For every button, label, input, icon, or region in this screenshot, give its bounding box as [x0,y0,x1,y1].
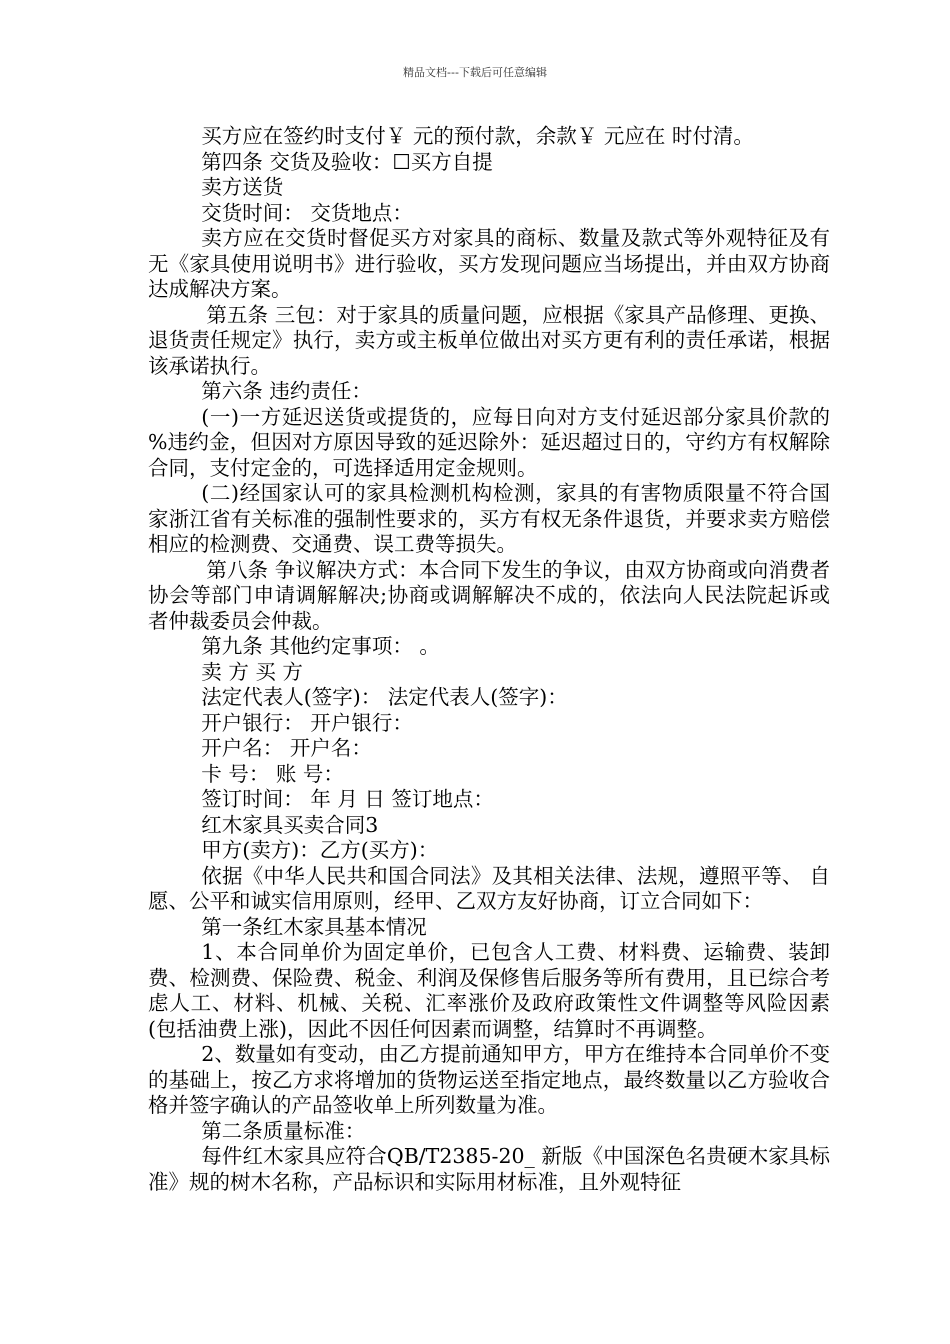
paragraph: 法定代表人(签字)： 法定代表人(签字)： [201,685,568,709]
document-body [148,124,837,1195]
paragraph: 卡 号： 账 号： [201,761,344,786]
paragraph: 开户银行： 开户银行： [201,710,413,735]
paragraph: 开户名： 开户名： [201,736,372,760]
paragraph: 卖方应在交货时督促买方对家具的商标、数量及款式等外观特征及有无《家具使用说明书》进行验收，买方发现问题应当场提出，并由双方协商达成解决方案。 [148,226,830,301]
paragraph: 买方应在签约时支付￥ 元的预付款，余款￥ 元应在 时付清。 [201,124,754,148]
paragraph: 卖 方 买 方 [201,659,303,684]
paragraph: 交货时间： 交货地点： [201,200,413,225]
paragraph: 第九条 其他约定事项： 。 [201,634,440,658]
paragraph: 第四条 交货及验收：☐买方自提 [201,149,493,174]
paragraph: 第五条 三包：对于家具的质量问题，应根据《家具产品修理、更换、退货责任规定》执行，卖方或主板单位做出对买方更有利的责任承诺，根据该承诺执行。 [148,302,830,378]
page-header: 精品文档---下载后可任意编辑 [403,66,547,79]
paragraph: 第一条红木家具基本情况 [201,914,427,939]
paragraph: 第八条 争议解决方式：本合同下发生的争议，由双方协商或向消费者协会等部门申请调解解决;协商或调解解决不成的，依法向人民法院起诉或者仲裁委员会仲裁。 [148,557,830,633]
paragraph: 2、数量如有变动，由乙方提前通知甲方，甲方在维持本合同单价不变的基础上，按乙方求将增加的货物运送至指定地点，最终数量以乙方验收合格并签字确认的产品签收单上所列数量为准。 [148,1042,830,1117]
paragraph: (二)经国家认可的家具检测机构检测，家具的有害物质限量不符合国家浙江省有关标准的强制性要求的，买方有权无条件退货，并要求卖方赔偿相应的检测费、交通费、误工费等损失。 [148,481,830,556]
paragraph: 1、本合同单价为固定单价，已包含人工费、材料费、运输费、装卸费、检测费、保险费、税金、利润及保修售后服务等所有费用，且已综合考虑人工、材料、机械、关税、汇率涨价及政府政策性文件调整等风险因素(包括油费上涨)，因此不因任何因素而调整，结算时不再调整。 [148,940,830,1041]
paragraph: 卖方送货 [201,175,284,199]
paragraph: 第二条质量标准： [201,1118,366,1143]
paragraph: 第六条 违约责任： [201,379,372,403]
paragraph: 签订时间： 年 月 日 签订地点： [201,787,494,811]
paragraph: 依据《中华人民共和国合同法》及其相关法律、法规，遵照平等、 自愿、公平和诚实信用原则，经甲、乙双方友好协商，订立合同如下： [148,863,830,913]
paragraph: (一)一方延迟送货或提货的，应每日向对方支付延迟部分家具价款的 %违约金，但因对方原因导致的延迟除外：延迟超过日的，守约方有权解除合同，支付定金的，可选择适用定金规则。 [148,404,837,480]
paragraph: 甲方(卖方)：乙方(买方)： [201,838,439,862]
paragraph: 红木家具买卖合同3 [201,812,379,837]
paragraph: 每件红木家具应符合QB/T2385-20_ 新版《中国深色名贵硬木家具标准》规的树木名称，产品标识和实际用材标准，且外观特征 [148,1144,830,1194]
